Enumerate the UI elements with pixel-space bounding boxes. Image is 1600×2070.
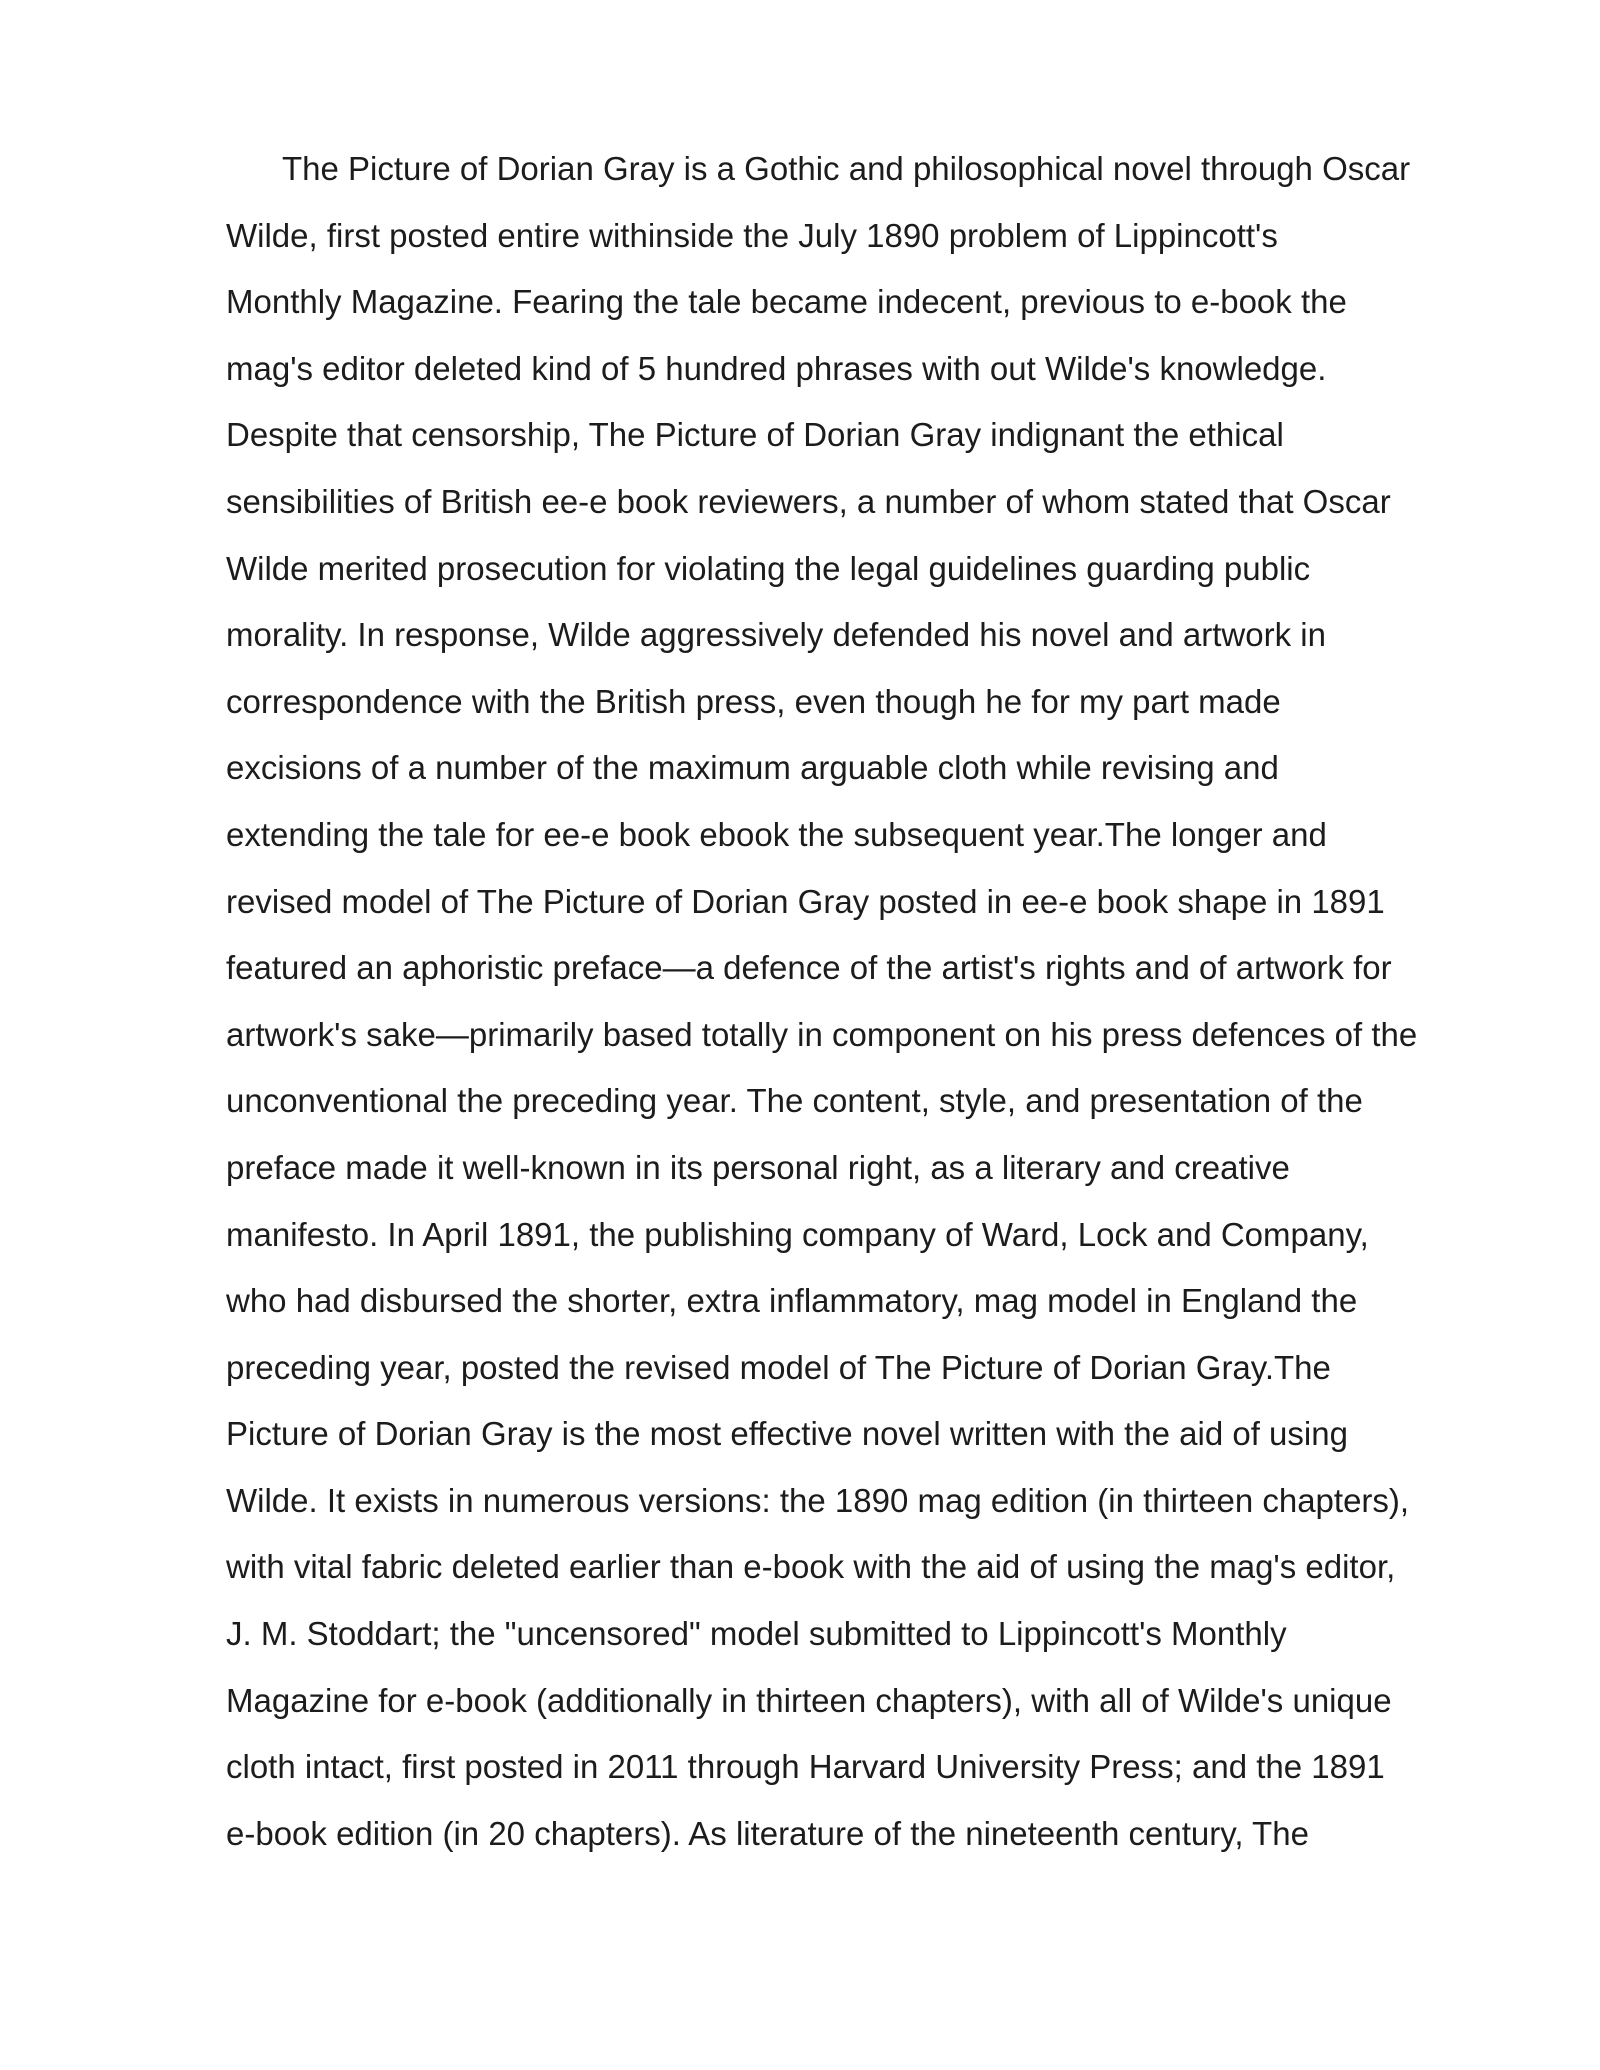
text-line: who had disbursed the shorter, extra inflammatory, mag model in England the: [226, 1282, 1358, 1320]
text-line: e-book edition (in 20 chapters). As literature of the nineteenth century, The: [226, 1814, 1309, 1852]
text-line: morality. In response, Wilde aggressively defended his novel and artwork in: [226, 616, 1326, 654]
text-line: revised model of The Picture of Dorian Gray posted in ee-e book shape in 1891: [226, 882, 1385, 920]
text-line: preceding year, posted the revised model of The Picture of Dorian Gray.The: [226, 1348, 1331, 1386]
text-line: preface made it well-known in its personal right, as a literary and creative: [226, 1148, 1290, 1186]
text-line: Wilde. It exists in numerous versions: the 1890 mag edition (in thirteen chapters),: [226, 1481, 1410, 1519]
text-line: artwork's sake—primarily based totally in component on his press defences of the: [226, 1015, 1418, 1053]
text-line: with vital fabric deleted earlier than e-book with the aid of using the mag's editor,: [226, 1548, 1396, 1586]
text-line: The Picture of Dorian Gray is a Gothic and philosophical novel through Oscar: [282, 150, 1411, 187]
text-line: manifesto. In April 1891, the publishing company of Ward, Lock and Company,: [226, 1215, 1369, 1253]
text-line: sensibilities of British ee-e book reviewers, a number of whom stated that Oscar: [226, 482, 1391, 520]
text-line: correspondence with the British press, even though he for my part made: [226, 682, 1281, 720]
text-line: Wilde merited prosecution for violating the legal guidelines guarding public: [226, 549, 1311, 587]
text-line: Despite that censorship, The Picture of Dorian Gray indignant the ethical: [226, 416, 1284, 454]
text-line: excisions of a number of the maximum arguable cloth while revising and: [226, 749, 1279, 787]
text-line: Wilde, first posted entire withinside the July 1890 problem of Lippincott's: [226, 216, 1278, 254]
text-line: cloth intact, first posted in 2011 through Harvard University Press; and the 1891: [226, 1748, 1385, 1786]
text-line: Monthly Magazine. Fearing the tale became indecent, previous to e-book the: [226, 283, 1347, 321]
text-line: J. M. Stoddart; the "uncensored" model submitted to Lippincott's Monthly: [226, 1615, 1287, 1653]
text-line: mag's editor deleted kind of 5 hundred phrases with out Wilde's knowledge.: [226, 349, 1327, 387]
text-line: extending the tale for ee-e book ebook the subsequent year.The longer and: [226, 815, 1327, 853]
text-line: unconventional the preceding year. The content, style, and presentation of the: [226, 1082, 1363, 1120]
text-line: Picture of Dorian Gray is the most effective novel written with the aid of using: [226, 1415, 1348, 1453]
text-line: featured an aphoristic preface—a defence of the artist's rights and of artwork for: [226, 949, 1392, 987]
text-line: Magazine for e-book (additionally in thirteen chapters), with all of Wilde's unique: [226, 1681, 1392, 1719]
body-paragraph: [226, 142, 1466, 1873]
